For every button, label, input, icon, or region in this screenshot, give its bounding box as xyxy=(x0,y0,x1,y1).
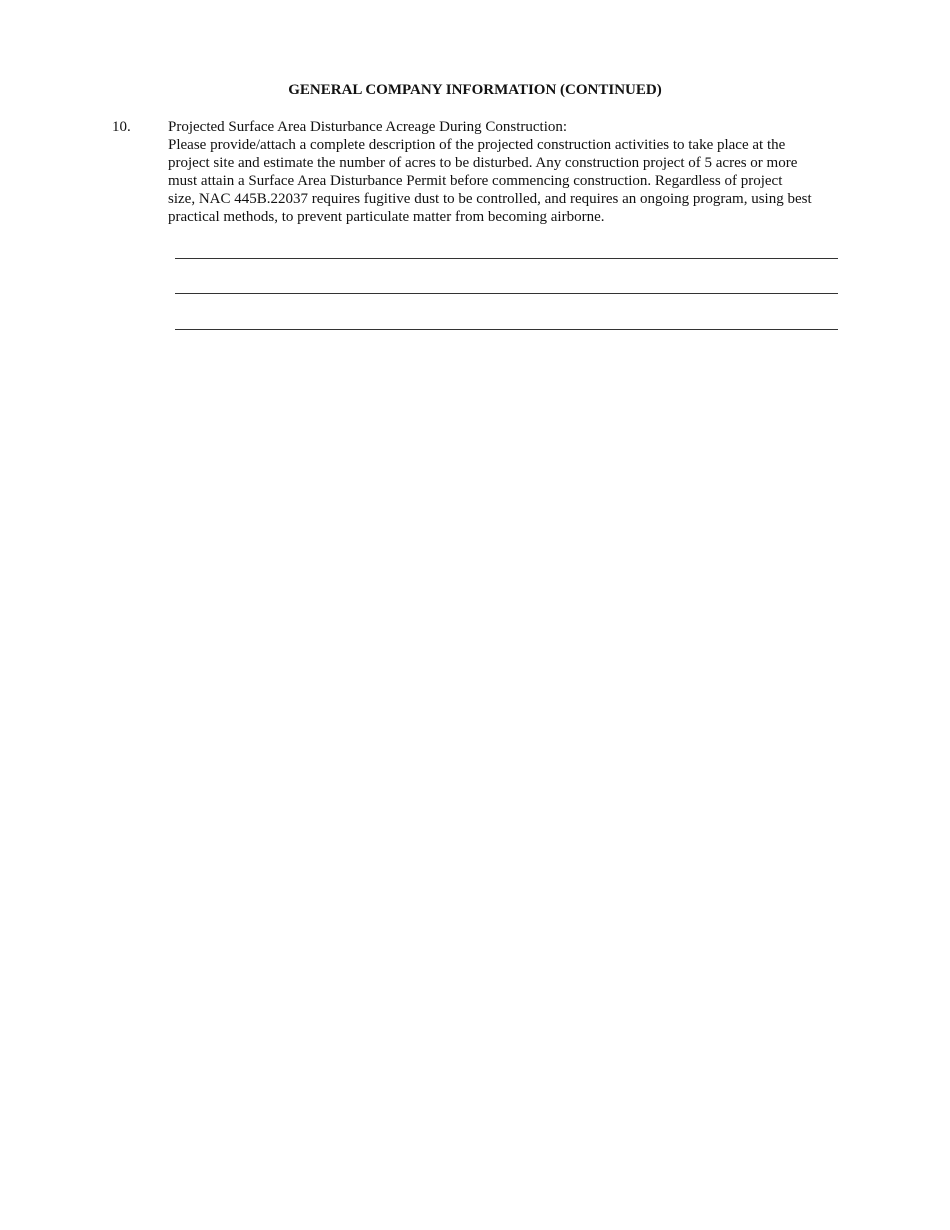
item-text-line: Please provide/attach a complete description of the projected construction activities to take place at the xyxy=(168,137,786,153)
answer-line[interactable] xyxy=(175,293,838,294)
page-title: GENERAL COMPANY INFORMATION (CONTINUED) xyxy=(288,82,662,98)
answer-line[interactable] xyxy=(175,329,838,330)
item-text-line: project site and estimate the number of acres to be disturbed. Any construction project of 5 acres or more xyxy=(168,155,798,171)
item-body xyxy=(168,118,848,226)
answer-line[interactable] xyxy=(175,258,838,259)
item-text-line: practical methods, to prevent particulate matter from becoming airborne. xyxy=(168,209,605,225)
item-text-line: size, NAC 445B.22037 requires fugitive dust to be controlled, and requires an ongoing program, using best xyxy=(168,191,812,207)
item-heading: Projected Surface Area Disturbance Acreage During Construction: xyxy=(168,119,568,135)
item-number: 10. xyxy=(112,119,131,135)
item-text-line: must attain a Surface Area Disturbance Permit before commencing construction. Regardless of project xyxy=(168,173,783,189)
